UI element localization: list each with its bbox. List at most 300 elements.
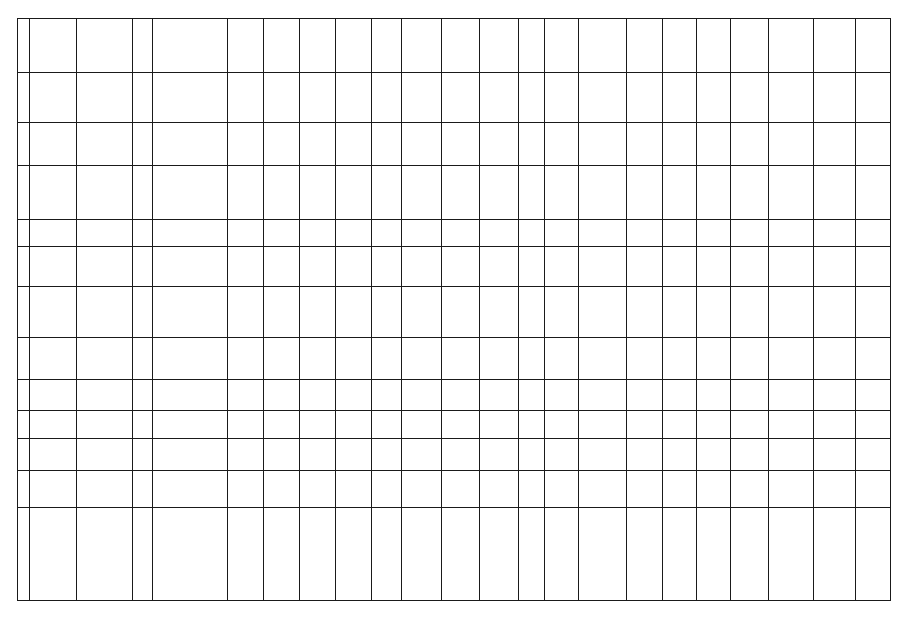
cell [663, 220, 697, 247]
cell [442, 471, 480, 508]
cell [813, 247, 855, 287]
cell [299, 220, 335, 247]
cell [299, 19, 335, 73]
cell [442, 220, 480, 247]
cell [227, 338, 263, 380]
cell [372, 411, 402, 439]
cell [299, 380, 335, 411]
cell [480, 220, 518, 247]
cell [227, 439, 263, 471]
cell [18, 247, 30, 287]
cell [336, 73, 372, 123]
cell [663, 471, 697, 508]
cell [731, 471, 769, 508]
cell [663, 19, 697, 73]
cell [480, 123, 518, 166]
registry-table [17, 18, 891, 601]
cell [578, 247, 626, 287]
table-row [18, 338, 891, 380]
cell [769, 471, 813, 508]
cell [77, 287, 133, 338]
cell [769, 220, 813, 247]
cell [697, 380, 731, 411]
cell [442, 508, 480, 601]
cell [30, 123, 77, 166]
cell [578, 471, 626, 508]
cell [402, 73, 442, 123]
registry-sheet [17, 18, 891, 600]
cell [18, 220, 30, 247]
cell [855, 123, 890, 166]
cell [263, 411, 299, 439]
cell [133, 411, 153, 439]
cell [697, 19, 731, 73]
cell [133, 19, 153, 73]
cell [402, 439, 442, 471]
cell [663, 411, 697, 439]
cell [299, 123, 335, 166]
cell [813, 439, 855, 471]
table-row [18, 166, 891, 220]
cell [769, 247, 813, 287]
cell [813, 380, 855, 411]
cell [480, 508, 518, 601]
cell [697, 439, 731, 471]
cell [480, 380, 518, 411]
cell [544, 19, 578, 73]
cell [299, 508, 335, 601]
cell [697, 338, 731, 380]
cell [372, 73, 402, 123]
cell [77, 19, 133, 73]
cell [544, 338, 578, 380]
cell [227, 471, 263, 508]
cell [544, 380, 578, 411]
cell [402, 471, 442, 508]
cell [18, 508, 30, 601]
cell [77, 439, 133, 471]
cell [442, 73, 480, 123]
cell [133, 123, 153, 166]
cell [227, 380, 263, 411]
cell [518, 73, 544, 123]
cell [663, 287, 697, 338]
cell [813, 411, 855, 439]
cell [442, 19, 480, 73]
cell [626, 166, 662, 220]
cell [769, 19, 813, 73]
cell [480, 166, 518, 220]
cell [480, 338, 518, 380]
cell [77, 73, 133, 123]
cell [731, 439, 769, 471]
cell [30, 247, 77, 287]
cell [153, 166, 227, 220]
cell [578, 166, 626, 220]
cell [18, 73, 30, 123]
cell [697, 287, 731, 338]
cell [480, 471, 518, 508]
cell [855, 508, 890, 601]
cell [663, 508, 697, 601]
cell [697, 508, 731, 601]
cell [480, 73, 518, 123]
cell [153, 471, 227, 508]
cell [731, 123, 769, 166]
cell [769, 123, 813, 166]
cell [299, 73, 335, 123]
cell [813, 338, 855, 380]
cell [133, 287, 153, 338]
cell [18, 287, 30, 338]
cell [263, 166, 299, 220]
cell [18, 439, 30, 471]
table-row [18, 220, 891, 247]
cell [663, 73, 697, 123]
cell [626, 380, 662, 411]
cell [544, 166, 578, 220]
cell [769, 411, 813, 439]
cell [263, 338, 299, 380]
cell [299, 471, 335, 508]
cell [855, 411, 890, 439]
cell [442, 439, 480, 471]
table-row [18, 380, 891, 411]
cell [402, 508, 442, 601]
cell [77, 123, 133, 166]
cell [578, 439, 626, 471]
cell [626, 471, 662, 508]
cell [18, 380, 30, 411]
cell [813, 508, 855, 601]
cell [544, 508, 578, 601]
cell [544, 287, 578, 338]
cell [133, 166, 153, 220]
cell [263, 508, 299, 601]
cell [30, 166, 77, 220]
cell [578, 73, 626, 123]
cell [77, 411, 133, 439]
cell [153, 411, 227, 439]
cell [855, 73, 890, 123]
cell [133, 439, 153, 471]
cell [442, 380, 480, 411]
cell [402, 247, 442, 287]
cell [263, 123, 299, 166]
cell [299, 439, 335, 471]
cell [336, 247, 372, 287]
cell [855, 19, 890, 73]
cell [855, 338, 890, 380]
cell [153, 508, 227, 601]
cell [663, 338, 697, 380]
cell [336, 19, 372, 73]
cell [402, 220, 442, 247]
cell [544, 471, 578, 508]
cell [372, 220, 402, 247]
cell [855, 380, 890, 411]
cell [299, 338, 335, 380]
cell [263, 247, 299, 287]
cell [372, 508, 402, 601]
cell [263, 439, 299, 471]
cell [697, 247, 731, 287]
cell [813, 471, 855, 508]
cell [663, 123, 697, 166]
cell [402, 380, 442, 411]
table-row [18, 123, 891, 166]
cell [263, 73, 299, 123]
cell [227, 19, 263, 73]
cell [813, 287, 855, 338]
cell [18, 123, 30, 166]
cell [227, 220, 263, 247]
cell [578, 380, 626, 411]
cell [663, 439, 697, 471]
cell [626, 247, 662, 287]
cell [153, 19, 227, 73]
cell [518, 380, 544, 411]
cell [263, 220, 299, 247]
cell [626, 220, 662, 247]
cell [544, 247, 578, 287]
cell [133, 73, 153, 123]
cell [77, 166, 133, 220]
cell [77, 380, 133, 411]
cell [518, 508, 544, 601]
cell [372, 19, 402, 73]
cell [18, 411, 30, 439]
cell [77, 471, 133, 508]
cell [263, 19, 299, 73]
cell [663, 166, 697, 220]
cell [18, 166, 30, 220]
cell [372, 380, 402, 411]
cell [544, 220, 578, 247]
table-row [18, 287, 891, 338]
cell [299, 166, 335, 220]
cell [855, 166, 890, 220]
cell [855, 439, 890, 471]
cell [153, 123, 227, 166]
cell [731, 380, 769, 411]
cell [855, 471, 890, 508]
cell [518, 220, 544, 247]
cell [663, 380, 697, 411]
cell [372, 287, 402, 338]
cell [626, 439, 662, 471]
cell [402, 411, 442, 439]
cell [372, 471, 402, 508]
cell [769, 166, 813, 220]
cell [480, 411, 518, 439]
cell [30, 338, 77, 380]
cell [769, 287, 813, 338]
cell [769, 380, 813, 411]
cell [299, 411, 335, 439]
cell [578, 508, 626, 601]
cell [518, 123, 544, 166]
table-row [18, 411, 891, 439]
table-row [18, 439, 891, 471]
cell [578, 411, 626, 439]
cell [518, 338, 544, 380]
cell [626, 73, 662, 123]
cell [153, 380, 227, 411]
cell [731, 247, 769, 287]
cell [133, 247, 153, 287]
cell [402, 287, 442, 338]
cell [336, 123, 372, 166]
cell [731, 287, 769, 338]
cell [153, 338, 227, 380]
cell [153, 73, 227, 123]
cell [697, 471, 731, 508]
cell [855, 220, 890, 247]
cell [133, 508, 153, 601]
cell [77, 220, 133, 247]
cell [769, 338, 813, 380]
cell [731, 338, 769, 380]
cell [30, 508, 77, 601]
cell [372, 123, 402, 166]
cell [227, 508, 263, 601]
cell [544, 123, 578, 166]
cell [133, 380, 153, 411]
cell [697, 220, 731, 247]
cell [578, 220, 626, 247]
cell [731, 508, 769, 601]
cell [153, 220, 227, 247]
cell [480, 247, 518, 287]
cell [30, 19, 77, 73]
cell [626, 338, 662, 380]
cell [578, 19, 626, 73]
table-row [18, 508, 891, 601]
cell [731, 220, 769, 247]
cell [263, 471, 299, 508]
cell [442, 123, 480, 166]
cell [30, 380, 77, 411]
cell [626, 508, 662, 601]
cell [133, 220, 153, 247]
cell [30, 439, 77, 471]
cell [18, 19, 30, 73]
cell [227, 166, 263, 220]
cell [480, 439, 518, 471]
cell [299, 287, 335, 338]
cell [544, 411, 578, 439]
cell [578, 123, 626, 166]
cell [263, 380, 299, 411]
cell [30, 287, 77, 338]
cell [813, 73, 855, 123]
cell [813, 166, 855, 220]
cell [402, 19, 442, 73]
cell [544, 73, 578, 123]
cell [336, 439, 372, 471]
cell [731, 166, 769, 220]
cell [299, 247, 335, 287]
cell [480, 287, 518, 338]
cell [769, 73, 813, 123]
cell [227, 73, 263, 123]
cell [133, 471, 153, 508]
cell [855, 247, 890, 287]
cell [153, 247, 227, 287]
cell [769, 439, 813, 471]
cell [30, 220, 77, 247]
cell [402, 166, 442, 220]
cell [133, 338, 153, 380]
cell [626, 287, 662, 338]
cell [336, 508, 372, 601]
cell [518, 471, 544, 508]
cell [813, 19, 855, 73]
cell [518, 287, 544, 338]
cell [372, 338, 402, 380]
table-row [18, 19, 891, 73]
cell [77, 338, 133, 380]
cell [18, 471, 30, 508]
cell [442, 287, 480, 338]
cell [518, 411, 544, 439]
cell [402, 123, 442, 166]
cell [578, 287, 626, 338]
cell [518, 19, 544, 73]
cell [336, 338, 372, 380]
table-row [18, 247, 891, 287]
cell [518, 247, 544, 287]
cell [442, 247, 480, 287]
cell [731, 411, 769, 439]
cell [578, 338, 626, 380]
cell [77, 508, 133, 601]
cell [731, 73, 769, 123]
cell [30, 73, 77, 123]
cell [372, 439, 402, 471]
cell [480, 19, 518, 73]
cell [855, 287, 890, 338]
cell [30, 411, 77, 439]
cell [227, 411, 263, 439]
table-row [18, 73, 891, 123]
cell [336, 287, 372, 338]
cell [336, 380, 372, 411]
cell [697, 123, 731, 166]
cell [518, 166, 544, 220]
cell [336, 411, 372, 439]
cell [663, 247, 697, 287]
cell [697, 166, 731, 220]
cell [544, 439, 578, 471]
cell [227, 247, 263, 287]
cell [769, 508, 813, 601]
cell [18, 338, 30, 380]
cell [372, 166, 402, 220]
cell [227, 287, 263, 338]
cell [442, 338, 480, 380]
cell [813, 220, 855, 247]
cell [336, 471, 372, 508]
cell [626, 123, 662, 166]
cell [626, 411, 662, 439]
cell [626, 19, 662, 73]
cell [813, 123, 855, 166]
cell [336, 166, 372, 220]
cell [227, 123, 263, 166]
cell [697, 73, 731, 123]
